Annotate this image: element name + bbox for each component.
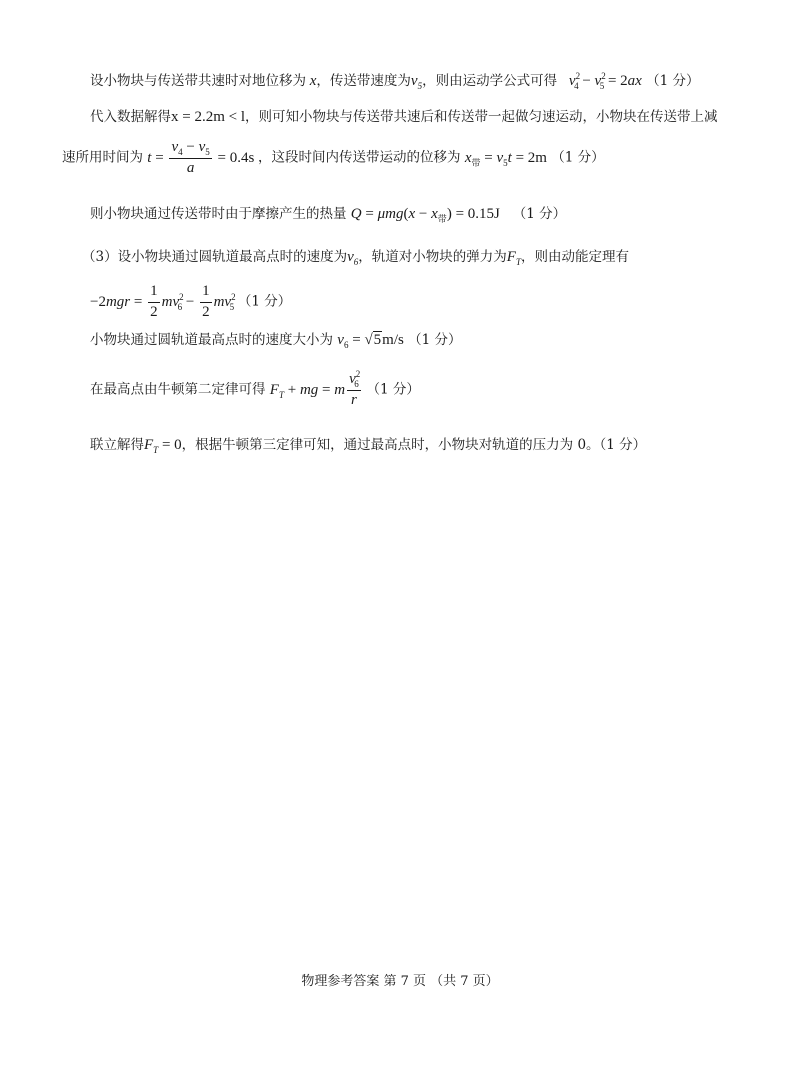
line-1-score: （1 分） bbox=[646, 73, 700, 89]
line-8-text-a: 在最高点由牛顿第二定律可得 bbox=[90, 381, 266, 398]
line-5-text-c: ，则由动能定理有 bbox=[520, 249, 629, 265]
var-v6: $v_6$ bbox=[347, 249, 359, 267]
line-1-text-a: 设小物块与传送带共速时对地位移为 bbox=[90, 73, 306, 89]
line-5-text-b: ，轨道对小物块的弹力为 bbox=[358, 249, 507, 265]
belt-subscript: 带 bbox=[471, 158, 481, 169]
speed-unit: m/s bbox=[382, 332, 404, 348]
kinematics-formula: $v^2_4 - v^2_5 = 2ax$ bbox=[568, 71, 642, 91]
line-2-text-a: 代入数据解得 bbox=[90, 109, 171, 125]
heat-result: = 0.15J bbox=[455, 206, 500, 222]
line-2 bbox=[90, 110, 718, 125]
line-7-score: （1 分） bbox=[408, 332, 462, 348]
belt-subscript-2: 带 bbox=[437, 215, 447, 225]
belt-displacement-formula: $x_带 = v_5t = 2m$ bbox=[464, 149, 547, 169]
newton-second-formula: $F_T$ + mg = m $\frac{v^2_6}{r}$ bbox=[269, 369, 361, 408]
line-4-score: （1 分） bbox=[512, 206, 567, 222]
line-6-score: （1 分） bbox=[237, 293, 292, 310]
normal-force-value: = 0 bbox=[161, 437, 182, 453]
line-8-score: （1 分） bbox=[366, 381, 420, 398]
var-x: x bbox=[306, 73, 317, 89]
page-footer: 物理参考答案 第 7 页 （共 7 页） bbox=[301, 974, 499, 989]
line-2-text-b: ，则可知小物块与传送带共速后和传送带一起做匀速运动，小物块在传送带上减 bbox=[245, 109, 718, 125]
line-9-text-b: ，根据牛顿第三定律可知，通过最高点时，小物块对轨道的压力为 0。（1 分） bbox=[181, 437, 647, 453]
line-3-text-a: 速所用时间为 bbox=[62, 149, 143, 166]
line-1 bbox=[90, 71, 700, 91]
normal-force-result: $F_T = 0$ bbox=[144, 437, 182, 455]
heat-formula: $Q = \mu mg(x - x_带) = 0.15J$ bbox=[350, 206, 500, 225]
time-result: = 0.4s bbox=[217, 149, 255, 166]
line-1-text-c: ，则由运动学公式可得 bbox=[422, 73, 558, 89]
energy-theorem-formula: −2mgr = $\frac{1}{2}$ $mv^2_6$ − $\frac{1}{2}$ $mv^2_5$ bbox=[90, 283, 236, 320]
line-7-text-a: 小物块通过圆轨道最高点时的速度大小为 bbox=[90, 332, 333, 348]
time-fraction: $\frac{v_4 - v_5}{a}$ bbox=[171, 139, 210, 176]
line-7 bbox=[90, 333, 462, 348]
line-4-text-a: 则小物块通过传送带时由于摩擦产生的热量 bbox=[90, 206, 347, 222]
line-1-text-b: ，传送带速度为 bbox=[316, 73, 411, 89]
line-9-text-a: 联立解得 bbox=[90, 437, 144, 453]
result-x: x = 2.2m < l bbox=[171, 109, 246, 125]
line-5 bbox=[82, 250, 629, 265]
sqrt-radicand: 5 bbox=[373, 332, 382, 348]
line-5-text-a: （3）设小物块通过圆轨道最高点时的速度为 bbox=[82, 249, 348, 265]
line-3-score: （1 分） bbox=[551, 149, 605, 166]
line-6 bbox=[90, 284, 291, 321]
line-3 bbox=[62, 140, 605, 177]
line-8 bbox=[90, 369, 420, 409]
line-4 bbox=[90, 206, 567, 225]
belt-displacement-result: = 2m bbox=[515, 149, 547, 166]
var-FT: $F_T$ bbox=[506, 249, 521, 267]
time-formula: t = $\frac{v_4 - v_5}{a}$ = 0.4s bbox=[147, 139, 255, 176]
speed-top-formula: $v_6 = √5m/s$ bbox=[337, 332, 404, 350]
line-9 bbox=[90, 438, 646, 453]
line-3-text-b: ，这段时间内传送带运动的位移为 bbox=[258, 149, 461, 166]
var-v5: $v_5$ bbox=[410, 73, 423, 91]
